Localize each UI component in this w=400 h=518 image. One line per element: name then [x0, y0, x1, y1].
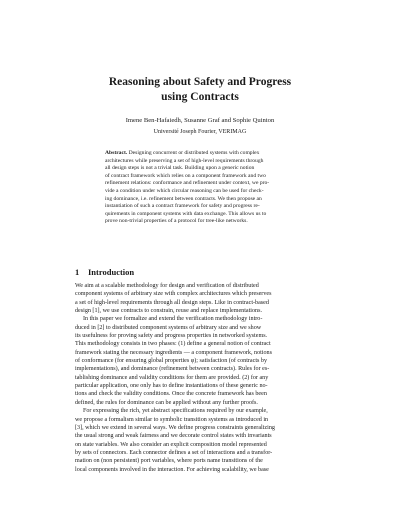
body-line: This methodology consists in two phases: (1) define a general notion of contract	[75, 341, 271, 348]
paper-title	[0, 75, 400, 105]
body-line: tions and check the validity conditions. Once the concrete framework has been	[75, 391, 267, 398]
author-list: Imene Ben-Hafaiedh, Susanne Graf and Sophie Quinton	[125, 117, 275, 124]
body-line: mation on (non persistent) port variables, where ports name transitions of the	[75, 458, 263, 465]
abstract-line: refinement relations: conformance and refinement under context, we pro-	[105, 180, 270, 187]
abstract-line-text: Designing concurrent or distributed systems with complex	[128, 150, 260, 156]
abstract-line: vide a condition under which circular reasoning can be used for check-	[105, 187, 264, 194]
section-number: 1	[75, 267, 80, 277]
abstract-label: Abstract.	[105, 150, 128, 156]
body-line: We aim at a scalable methodology for design and verification of distributed	[75, 283, 259, 289]
body-line: of conformance (for ensuring global properties φ); satisfaction (of contracts by	[75, 358, 268, 365]
body-line: by sets of connectors. Each connector defines a set of interactions and a transfor-	[75, 449, 273, 456]
body-line: framework stating the necessary ingredients — a component framework, notions	[75, 349, 272, 356]
abstract-line: architectures while preserving a set of high-level requirements through	[105, 157, 264, 164]
body-line: we propose a formalism similar to symbolic transition systems as introduced in	[75, 416, 269, 423]
section-heading	[75, 267, 134, 278]
affiliation: Université Joseph Fourier, VERIMAG	[153, 129, 247, 135]
section-title: Introduction	[88, 267, 135, 277]
body-line: the usual strong and weak fairness and we decorate control states with invariants	[75, 433, 272, 440]
abstract	[105, 150, 295, 226]
body-line: defined, the rules for dominance can be applied without any further proofs.	[75, 399, 258, 406]
body-line: on state variables. We also consider an explicit composition model represented	[75, 441, 267, 448]
title-line-1: Reasoning about Safety and Progress	[108, 76, 292, 88]
abstract-line: ing dominance, i.e. refinement between contracts. We then propose an	[105, 195, 262, 202]
abstract-line: instantiation of such a contract framework for safety and progress re-	[105, 203, 260, 210]
body-line: component systems of arbitrary size with complex architectures which preserves	[75, 291, 272, 298]
abstract-line: all design steps is not a trivial task. Building upon a generic notion	[105, 165, 255, 172]
body-line: For expressing the rich, yet abstract specifications required by our example,	[83, 408, 268, 415]
body-line: its usefulness for proving safety and progress properties in networked systems.	[75, 333, 268, 340]
abstract-line: prove non-trivial properties of a protocol for tree-like networks.	[105, 218, 248, 225]
body-line: tablishing dominance and validity conditions for them are provided. (2) for any	[75, 374, 269, 381]
body-line: [3], which we extend in several ways. We define progress constraints generalizing	[75, 424, 275, 431]
body-line: duced in [2] to distributed component systems of arbitrary size and we show	[75, 324, 262, 331]
abstract-line	[105, 150, 295, 158]
body-line: design [1], we use contracts to constrain, reuse and replace implementations.	[75, 308, 262, 315]
title-line-2: using Contracts	[161, 91, 239, 103]
body-line: a set of high-level requirements through all design steps. Like in contract-based	[75, 299, 269, 306]
body-line: particular application, one only has to define instantiations of these generic no-	[75, 383, 268, 390]
body-line: In this paper we formalize and extend the verification methodology intro-	[83, 316, 263, 323]
body-line: local components involved in the interaction. For achieving scalability, we base	[75, 466, 269, 473]
abstract-line: of contract framework which relies on a component framework and two	[105, 172, 266, 179]
body-text	[75, 282, 325, 474]
body-line: implementations), and dominance (refinement between contracts). Rules for es-	[75, 366, 270, 373]
abstract-line: quirements in component systems with data exchange. This allows us to	[105, 210, 267, 217]
